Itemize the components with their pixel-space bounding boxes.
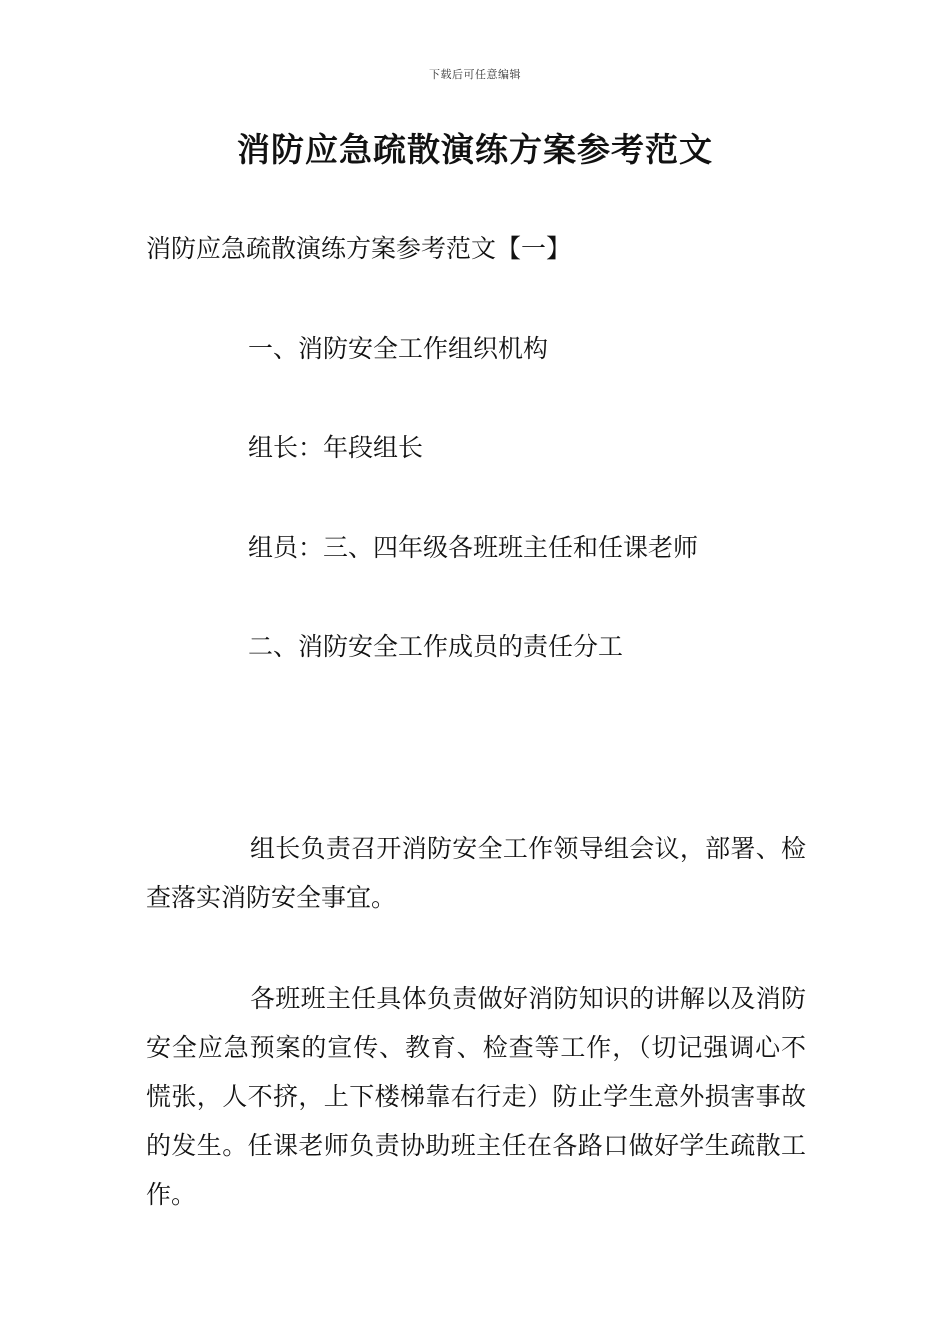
- paragraph-teacher-duties: 各班班主任具体负责做好消防知识的讲解以及消防安全应急预案的宣传、教育、检查等工作，（切记强调心不慌张，人不挤，上下楼梯靠右行走）防止学生意外损害事故的发生。任课老师负责协助班主任在各路口做好学生疏散工作。: [146, 984, 806, 1209]
- members-line: 组员：三、四年级各班班主任和任课老师: [248, 533, 699, 562]
- section-heading-responsibilities: 二、消防安全工作成员的责任分工: [248, 632, 624, 661]
- document-title: 消防应急疏散演练方案参考范文: [237, 130, 713, 169]
- document-subtitle: 消防应急疏散演练方案参考范文【一】: [146, 234, 572, 263]
- header-note: 下载后可任意编辑: [429, 68, 521, 81]
- leader-line: 组长：年段组长: [248, 433, 424, 462]
- paragraph-leader-duties: 组长负责召开消防安全工作领导组会议，部署、检查落实消防安全事宜。: [146, 834, 806, 912]
- section-heading-organization: 一、消防安全工作组织机构: [248, 334, 549, 363]
